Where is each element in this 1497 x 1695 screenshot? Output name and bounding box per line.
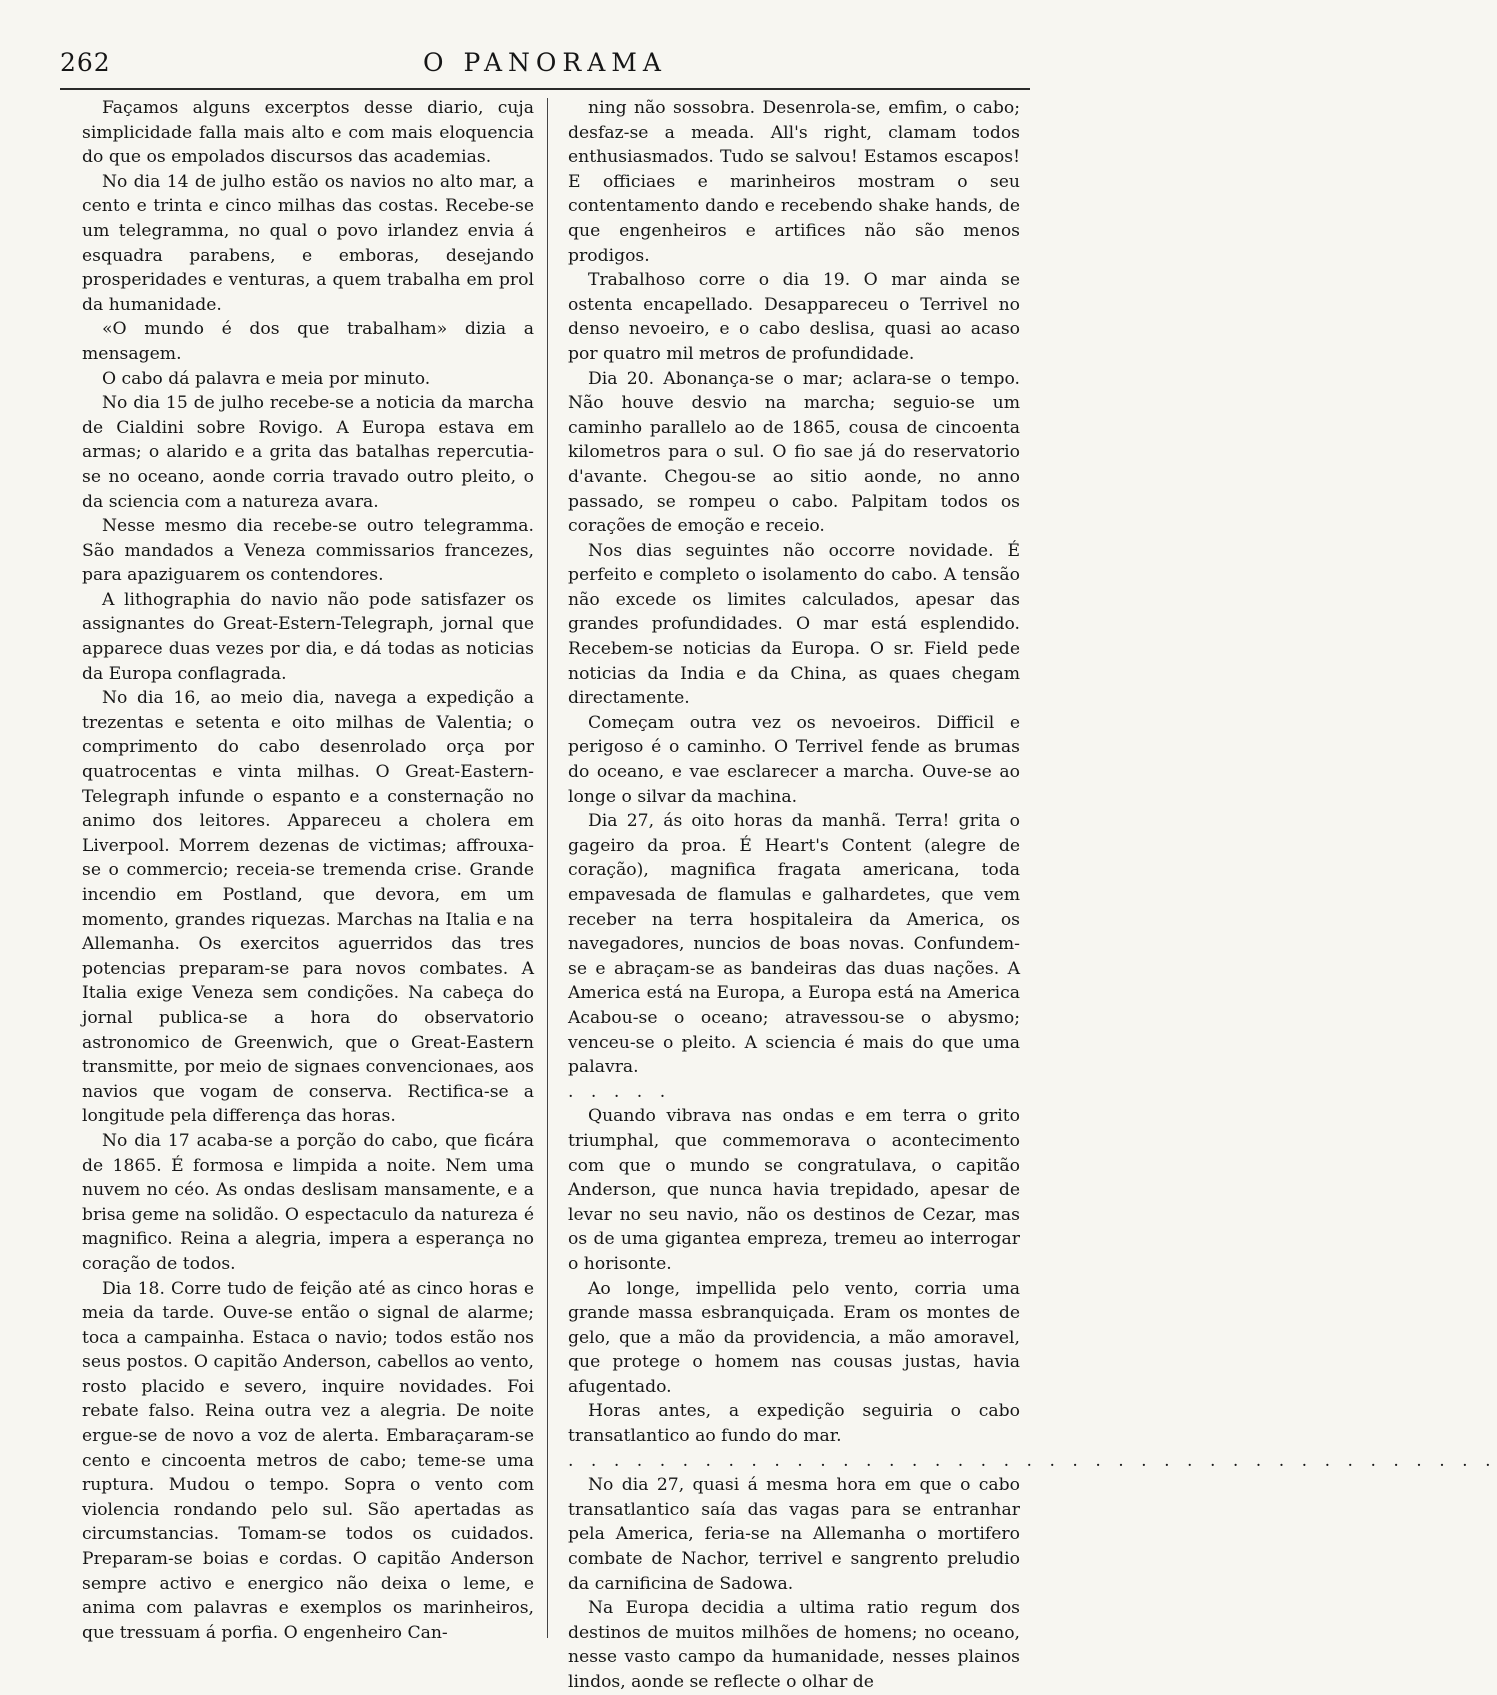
paragraph: Ao longe, impellida pelo vento, corria uma grande massa esbranquiçada. Eram os montes de gelo, que a mão da providencia, a mão amoravel, que protege o homem nas cousas justas, havia afugentado. xyxy=(568,1278,1020,1397)
paragraph: ning não sossobra. Desenrola-se, emfim, o cabo; desfaz-se a meada. All's right, clamam todos enthusiasmados. Tudo se salvou! Estamos escapos! E officiaes e marinheiros mostram o seu contentamento dando e recebendo shake hands, de que engenheiros e artifices não são menos prodigos. xyxy=(568,98,1020,266)
paragraph: Começam outra vez os nevoeiros. Difficil e perigoso é o caminho. O Terrivel fende as brumas do oceano, e vae esclarecer a marcha. Ouve-se ao longe o silvar da machina. xyxy=(568,712,1020,807)
paragraph: Trabalhoso corre o dia 19. O mar ainda se ostenta encapellado. Desappareceu o Terrivel no denso nevoeiro, e o cabo deslisa, quasi ao acaso por quatro mil metros de profundidade. xyxy=(568,270,1020,364)
column-divider xyxy=(547,98,548,1638)
paragraph: No dia 17 acaba-se a porção do cabo, que ficára de 1865. É formosa e limpida a noite. Nem uma nuvem no céo. As ondas deslisam mansamente, e a brisa geme na solidão. O espectaculo da natureza é magnifico. Reina a alegria, impera a esperança no coração de todos. xyxy=(82,1130,534,1274)
page-number: 262 xyxy=(60,48,111,77)
paragraph: Dia 18. Corre tudo de feição até as cinco horas e meia da tarde. Ouve-se então o signal de alarme; toca a campainha. Estaca o navio; todos estão nos seus postos. O capitão Anderson, cabellos ao vento, rosto placido e severo, inquire novidades. Foi rebate falso. Reina outra vez a alegria. De noite ergue-se de novo a voz de alerta. Embaraçaram-se cento e cincoenta metros de cabo; teme-se uma ruptura. Mudou o tempo. Sopra o vento com violencia rondando pelo sul. São apertadas as circumstancias. Tomam-se todos os cuidados. Preparam-se boias e cordas. O capitão Anderson sempre activo e energico não deixa o leme, e anima com palavras e exemplos os marinheiros, que tressuam á porfia. O engenheiro Can- xyxy=(82,1278,534,1643)
dot-separator: . . . . . xyxy=(568,1081,672,1102)
paragraph: No dia 16, ao meio dia, navega a expedição a trezentas e setenta e oito milhas de Valentia; o comprimento do cabo desenrolado orça por quatrocentas e vinta milhas. O Great-Eastern-Telegraph infunde o espanto e a consternação no animo dos leitores. Appareceu a cholera em Liverpool. Morrem dezenas de victimas; affrouxa-se o commercio; receia-se tremenda crise. Grande incendio em Postland, que devora, em um momento, grandes riquezas. Marchas na Italia e na Allemanha. Os exercitos aguerridos das tres potencias preparam-se para novos combates. A Italia exige Veneza sem condições. Na cabeça do jornal publica-se a hora do observatorio astronomico de Greenwich, que o Great-Eastern transmitte, por meio de signaes convencionaes, aos navios que vogam de conserva. Rectifica-se a longitude pela differença das horas. xyxy=(82,688,534,1127)
paragraph: Quando vibrava nas ondas e em terra o grito triumphal, que commemorava o acontecimento com que o mundo se congratulava, o capitão Anderson, que nunca havia trepidado, apesar de levar no seu navio, não os destinos de Cezar, mas os de uma gigantea empreza, tremeu ao interrogar o horisonte. xyxy=(568,1106,1020,1274)
paragraph: Horas antes, a expedição seguiria o cabo transatlantico ao fundo do mar. xyxy=(568,1401,1020,1447)
paragraph: «O mundo é dos que trabalham» dizia a mensagem. xyxy=(82,319,534,364)
paragraph: O cabo dá palavra e meia por minuto. xyxy=(102,368,431,389)
paragraph: No dia 27, quasi á mesma hora em que o cabo transatlantico saía das vagas para se entranhar pela America, feria-se na Allemanha o mortifero combate de Nachor, terrivel e sangrento preludio da carnificina de Sadowa. xyxy=(568,1475,1020,1594)
paragraph: A lithographia do navio não pode satisfazer os assignantes do Great-Estern-Telegraph, jornal que apparece duas vezes por dia, e dá todas as noticias da Europa conflagrada. xyxy=(82,589,534,684)
page-header xyxy=(60,48,1030,88)
paragraph: Na Europa decidia a ultima ratio regum dos destinos de muitos milhões de homens; no oceano, nesse vasto campo da humanidade, nesses plainos lindos, aonde se reflecte o olhar de xyxy=(568,1598,1020,1692)
dot-separator: . . . . . . . . . . . . . . . . . . . . . . . . . . . . . . . . . . . . . . . . . xyxy=(568,1450,1497,1471)
header-rule xyxy=(60,88,1030,90)
paragraph: Dia 20. Abonança-se o mar; aclara-se o tempo. Não houve desvio na marcha; seguio-se um caminho parallelo ao de 1865, cousa de cincoenta kilometros para o sul. O fio sae já do reservatorio d'avante. Chegou-se ao sitio aonde, no anno passado, se rompeu o cabo. Palpitam todos os corações de emoção e receio. xyxy=(568,368,1020,537)
paragraph: Façamos alguns excerptos desse diario, cuja simplicidade falla mais alto e com mais eloquencia do que os empolados discursos das academias. xyxy=(82,98,534,168)
paragraph: Nos dias seguintes não occorre novidade. É perfeito e completo o isolamento do cabo. A tensão não excede os limites calculados, apesar das grandes profundidades. O mar está esplendido. Recebem-se noticias da Europa. O sr. Field pede noticias da India e da China, as quaes chegam directamente. xyxy=(568,540,1020,709)
paragraph: Nesse mesmo dia recebe-se outro telegramma. São mandados a Veneza commissarios francezes, para apaziguarem os contendores. xyxy=(82,516,534,586)
right-column xyxy=(568,96,1497,1692)
paragraph: Dia 27, ás oito horas da manhã. Terra! grita o gageiro da proa. É Heart's Content (alegre de coração), magnifica fragata americana, toda empavesada de flamulas e galhardetes, que vem receber na terra hospitaleira da America, os navegadores, nuncios de boas novas. Confundem-se e abraçam-se as bandeiras das duas nações. A America está na Europa, a Europa está na America Acabou-se o oceano; atravessou-se o abysmo; venceu-se o pleito. A sciencia é mais do que uma palavra. xyxy=(568,811,1020,1078)
running-title: O PANORAMA xyxy=(423,48,667,77)
paragraph: No dia 14 de julho estão os navios no alto mar, a cento e trinta e cinco milhas das costas. Recebe-se um telegramma, no qual o povo irlandez envia á esquadra parabens, e emboras, desejando prosperidades e venturas, a quem trabalha em prol da humanidade. xyxy=(82,171,534,315)
left-column xyxy=(82,96,534,1641)
paragraph: No dia 15 de julho recebe-se a noticia da marcha de Cialdini sobre Rovigo. A Europa estava em armas; o alarido e a grita das batalhas repercutia-se no oceano, aonde corria travado outro pleito, o da sciencia com a natureza avara. xyxy=(82,393,534,512)
